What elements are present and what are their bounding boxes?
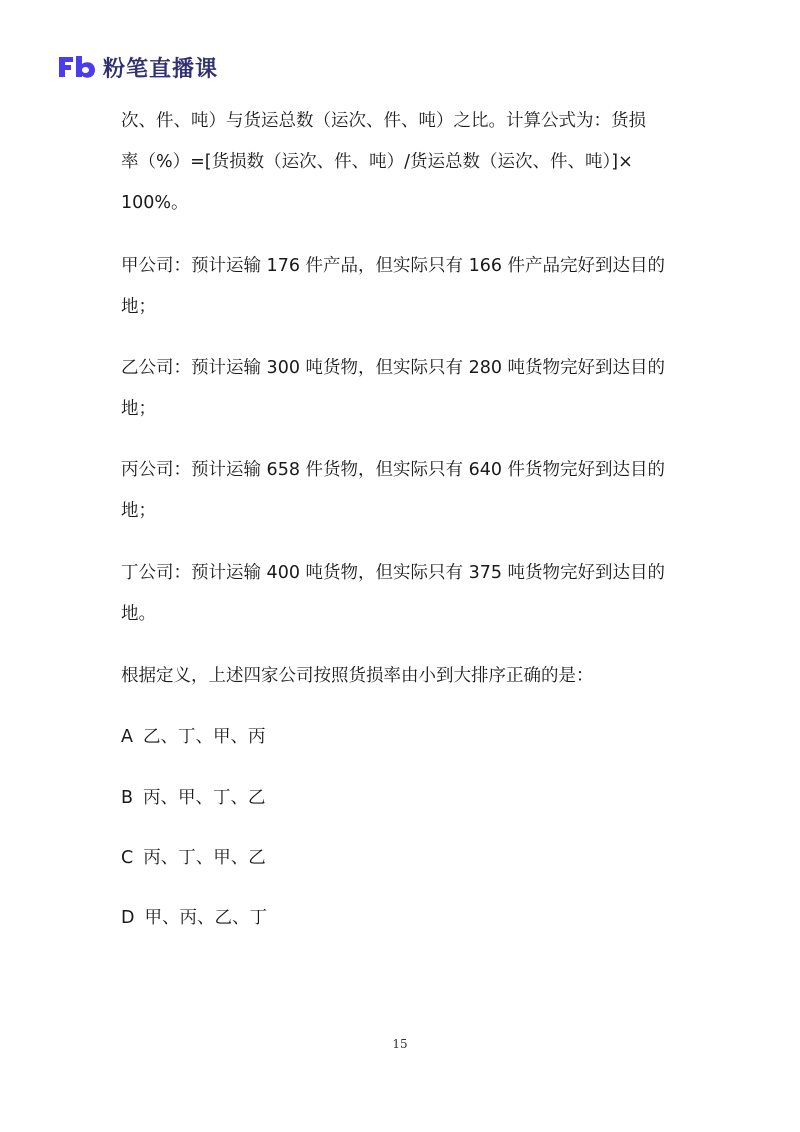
company-b-line-1: 乙公司：预计运输 300 吨货物，但实际只有 280 吨货物完好到达目的 [121,358,666,378]
company-b-line-2: 地； [121,399,156,419]
question-text: 根据定义，上述四家公司按照货损率由小到大排序正确的是： [121,666,594,686]
page-number: 15 [392,1037,408,1051]
option-text: 甲、丙、乙、丁 [144,908,267,928]
option-letter: C [121,848,134,868]
option-text: 丙、丁、甲、乙 [143,848,266,868]
company-c-line-1: 丙公司：预计运输 658 件货物，但实际只有 640 件货物完好到达目的 [121,460,666,480]
brand-title: 粉笔直播课 [103,56,219,82]
company-a-line-2: 地； [121,297,156,317]
option-letter: A [121,727,133,747]
fb-logo-icon [57,54,97,80]
page-header [57,52,218,82]
option-letter: B [121,788,134,808]
company-c-line-2: 地； [121,501,156,521]
company-d-line-2: 地。 [121,604,156,624]
company-a-line-1: 甲公司：预计运输 176 件产品，但实际只有 166 件产品完好到达目的 [121,256,666,276]
option-text: 丙、甲、丁、乙 [143,788,266,808]
option-b [121,786,266,810]
option-letter: D [121,908,135,928]
definition-line-1: 次、件、吨）与货运总数（运次、件、吨）之比。计算公式为：货损 [121,111,646,131]
option-c [121,846,266,870]
definition-line-2: 率（%）=[货损数（运次、件、吨）/货运总数（运次、件、吨）]× [121,152,633,172]
definition-line-3: 100%。 [121,193,189,213]
option-a [121,725,265,749]
option-d [121,906,267,930]
company-d-line-1: 丁公司：预计运输 400 吨货物，但实际只有 375 吨货物完好到达目的 [121,563,666,583]
option-text: 乙、丁、甲、丙 [142,727,266,747]
